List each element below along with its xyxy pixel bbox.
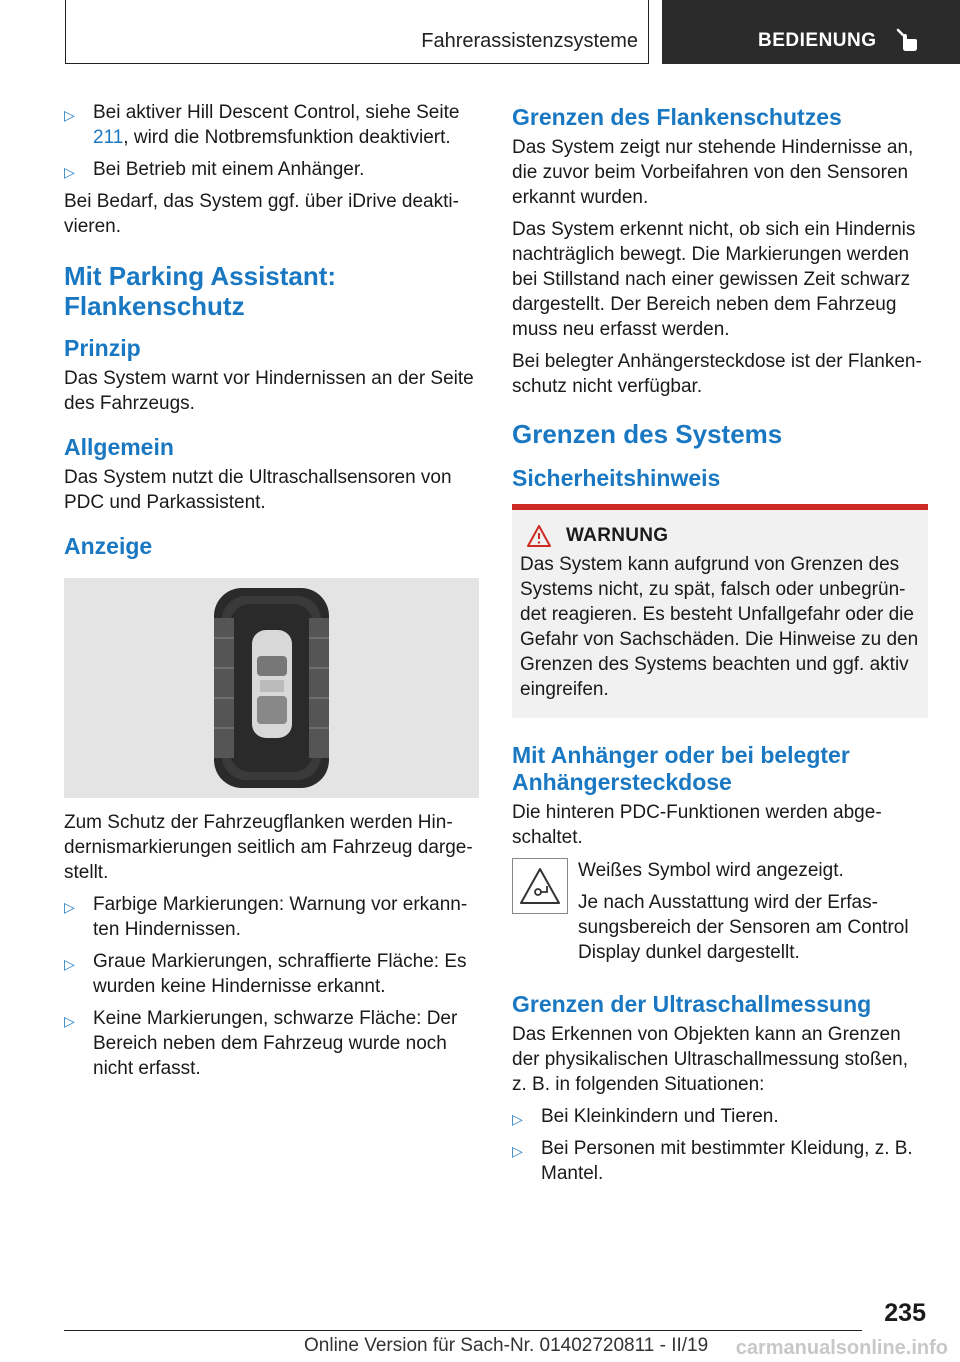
paragraph: Die hinteren PDC-Funktionen werden abgeschaltet.	[512, 802, 882, 848]
symbol-description	[512, 858, 928, 965]
paragraph: Das System zeigt nur stehende Hindernisse an, die zuvor beim Vorbeifahren von den Sensoren erkannt wurden.	[512, 137, 914, 208]
section-tab	[65, 0, 649, 64]
section-title: Fahrerassistenzsysteme	[421, 30, 638, 52]
warning-header	[520, 524, 920, 548]
warning-title: WARNUNG	[566, 525, 669, 546]
paragraph: Das System erkennt nicht, ob sich ein Hindernis nachträglich bewegt. Die Markierungen werden bei Stillstand nach einer gewissen Zeit schwarz dargestellt. Der Bereich neben dem Fahrzeug muss neu erfasst werden.	[512, 219, 916, 340]
page-header	[0, 0, 960, 66]
paragraph: Das Erkennen von Objekten kann an Grenzen der physikalischen Ultraschallmessung stoßen, z. B. in folgenden Situationen:	[512, 1024, 909, 1095]
section-heading: Mit Parking Assistant: Flankenschutz	[64, 261, 337, 321]
section-heading: Grenzen des Systems	[512, 419, 783, 449]
left-column	[64, 100, 479, 1088]
paragraph: Bei Bedarf, das System ggf. über iDrive deaktivieren.	[64, 191, 459, 237]
footer-text: Online Version für Sach-Nr. 01402720811 - II/19	[304, 1335, 709, 1356]
paragraph: Zum Schutz der Fahrzeugflanken werden Hindernismarkierungen seitlich am Fahrzeug dargestellt.	[64, 812, 473, 883]
parking-display-figure	[64, 578, 479, 798]
sub-heading: Mit Anhänger oder bei belegter Anhängersteckdose	[512, 742, 850, 795]
triangle-bullet-icon: ▷	[512, 1143, 523, 1159]
trailer-warning-icon	[518, 866, 562, 906]
paragraph: Das System nutzt die Ultraschallsensoren von PDC und Parkassistent.	[64, 467, 452, 513]
chapter-tab	[662, 0, 960, 64]
sub-heading: Prinzip	[64, 335, 141, 361]
trailer-warning-symbol	[512, 858, 568, 914]
warning-triangle-icon	[526, 524, 552, 548]
triangle-bullet-icon: ▷	[64, 1013, 75, 1029]
sub-heading: Grenzen der Ultraschallmessung	[512, 991, 872, 1017]
list-item: ▷ Bei Personen mit bestimmter Kleidung, z. B. Mantel.	[512, 1138, 913, 1184]
triangle-bullet-icon: ▷	[64, 899, 75, 915]
triangle-bullet-icon: ▷	[64, 164, 75, 180]
sub-heading: Anzeige	[64, 533, 153, 559]
hand-pointer-icon	[894, 26, 920, 52]
list-item: ▷ Graue Markierungen, schraffierte Fläche: Es wurden keine Hindernisse erkannt.	[64, 951, 467, 997]
list-item: ▷ Bei Betrieb mit einem Anhänger.	[64, 157, 479, 182]
list-item: ▷ Bei Kleinkindern und Tieren.	[512, 1104, 928, 1129]
sub-heading: Grenzen des Flankenschutzes	[512, 104, 842, 130]
footer-divider	[64, 1330, 862, 1331]
chapter-title: BEDIENUNG	[758, 30, 877, 51]
list-item: ▷ Keine Markierungen, schwarze Fläche: Der Bereich neben dem Fahrzeug wurde noch nicht erfasst.	[64, 1008, 458, 1079]
paragraph: Bei belegter Anhängersteckdose ist der Flankenschutz nicht verfügbar.	[512, 351, 922, 397]
triangle-bullet-icon: ▷	[512, 1111, 523, 1127]
paragraph: Das System warnt vor Hindernissen an der Seite des Fahrzeugs.	[64, 368, 474, 414]
page-link[interactable]: 211	[93, 127, 124, 148]
triangle-bullet-icon: ▷	[64, 107, 75, 123]
sub-heading: Sicherheitshinweis	[512, 465, 721, 491]
watermark: carmanualsonline.info	[735, 1337, 948, 1359]
right-column	[512, 100, 928, 1193]
paragraph: Weißes Symbol wird angezeigt.	[578, 860, 844, 881]
list-item: ▷ Farbige Markierungen: Warnung vor erkannten Hindernissen.	[64, 894, 468, 940]
sub-heading: Allgemein	[64, 434, 174, 460]
list-item: ▷ Bei aktiver Hill Descent Control, siehe Seite 211, wird die Notbremsfunktion deaktiviert.	[64, 102, 460, 148]
triangle-bullet-icon: ▷	[64, 956, 75, 972]
paragraph: Je nach Ausstattung wird der Erfassungsbereich der Sensoren am Control Display dunkel dargestellt.	[578, 892, 909, 963]
warning-text: Das System kann aufgrund von Grenzen des Systems nicht, zu spät, falsch oder unbegründet reagieren. Es besteht Unfallgefahr oder die Gefahr von Sachschäden. Die Hinweise zu den Grenzen des Systems beachten und ggf. aktiv eingreifen.	[520, 554, 919, 700]
page-number: 235	[884, 1299, 926, 1327]
warning-box	[512, 504, 928, 718]
car-top-view-illustration	[64, 578, 479, 798]
